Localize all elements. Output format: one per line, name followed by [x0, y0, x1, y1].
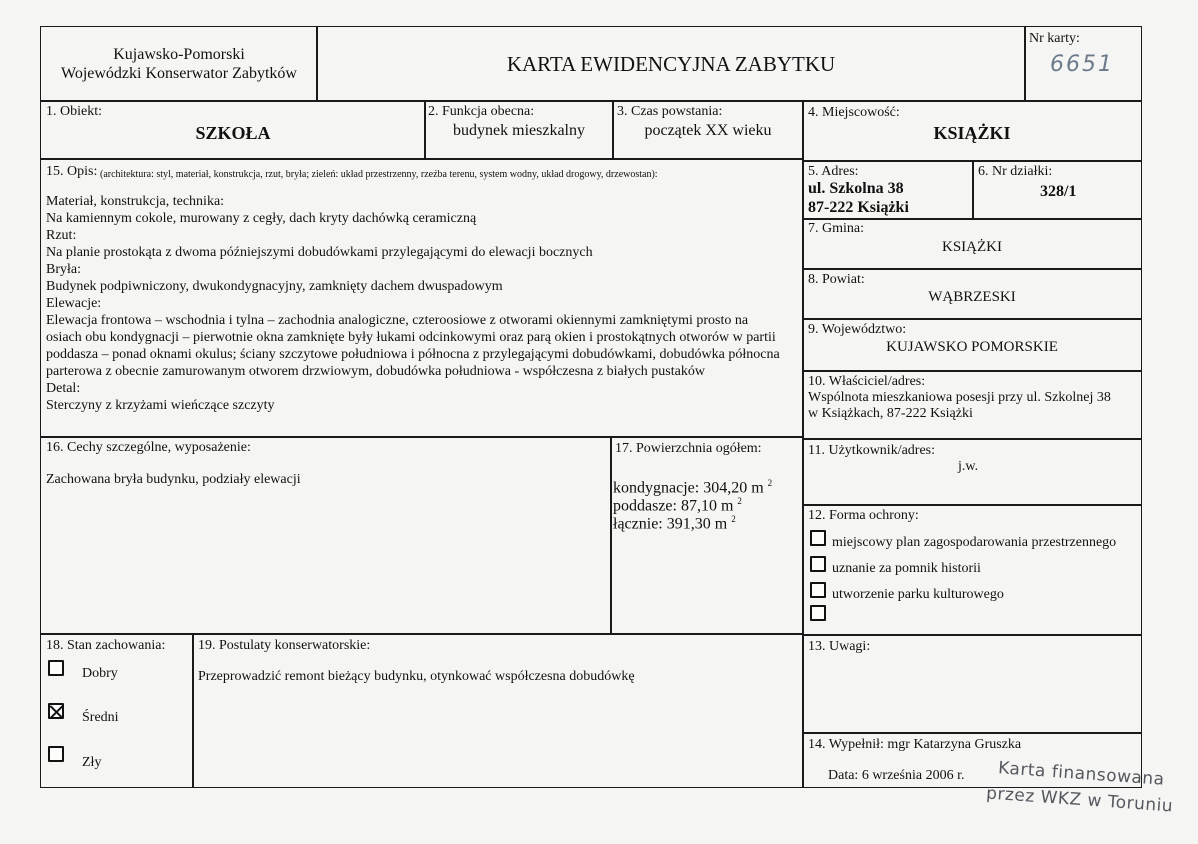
- miejscowosc-label: 4. Miejscowość:: [808, 105, 900, 120]
- postulaty-box: [192, 634, 804, 788]
- authority-line1: Kujawsko-Pomorski: [113, 46, 245, 63]
- opis-line: Rzut:: [46, 228, 77, 243]
- opis-line: parterowa z obecnie zamurowanym otworem drzwiowym, dobudówka południowa - współczesna z białych pustaków: [46, 364, 705, 379]
- funkcja-label: 2. Funkcja obecna:: [428, 104, 535, 119]
- opis-line: poddasza – ponad oknami okulus; ściany szczytowe południowa i północna z przylegającymi dobudówkami, dobudówka północna: [46, 347, 780, 362]
- page-title: KARTA EWIDENCYJNA ZABYTKU: [506, 52, 836, 76]
- ochrona-option-pomnik: uznanie za pomnik historii: [832, 561, 981, 576]
- stan-checkbox-zly[interactable]: [48, 746, 64, 762]
- card-number-label: Nr karty:: [1029, 31, 1080, 46]
- stan-option-sredni: Średni: [82, 710, 119, 725]
- adres-label: 5. Adres:: [808, 164, 859, 179]
- uzytkownik-value: j.w.: [958, 459, 979, 474]
- postulaty-value: Przeprowadzić remont bieżący budynku, otynkować współczesna dobudówkę: [198, 669, 635, 684]
- ochrona-checkbox-other[interactable]: [810, 605, 826, 621]
- gmina-value: KSIĄŻKI: [942, 239, 1002, 255]
- wlasciciel-label: 10. Właściciel/adres:: [808, 374, 926, 389]
- obiekt-value: SZKOŁA: [195, 123, 271, 143]
- opis-line: Elewacje:: [46, 296, 102, 311]
- adres-line1: ul. Szkolna 38: [808, 180, 904, 197]
- authority-line2: Wojewódzki Konserwator Zabytków: [61, 65, 297, 82]
- powiat-value: WĄBRZESKI: [928, 289, 1016, 305]
- funkcja-value: budynek mieszkalny: [453, 122, 585, 139]
- powierzchnia-box: [610, 436, 804, 634]
- wypelnil-label: 14. Wypełnił: mgr Katarzyna Gruszka: [808, 737, 1022, 752]
- ochrona-checkbox-pomnik[interactable]: [810, 556, 826, 572]
- powiat-label: 8. Powiat:: [808, 272, 865, 287]
- gmina-label: 7. Gmina:: [808, 221, 864, 236]
- opis-line: Na planie prostokąta z dwoma późniejszymi dobudówkami przylegającymi do elewacji bocznych: [46, 245, 593, 260]
- powierzchnia-line3: łącznie: 391,30 m $^2$: [613, 514, 736, 533]
- opis-label: 15. Opis:: [46, 164, 98, 179]
- czas-label: 3. Czas powstania:: [617, 104, 723, 119]
- funding-stamp-line1: Karta finansowana: [997, 758, 1166, 790]
- stan-label: 18. Stan zachowania:: [46, 638, 166, 653]
- cechy-box: [40, 436, 612, 634]
- authority-box: [40, 26, 318, 102]
- adres-line2: 87-222 Książki: [808, 199, 909, 216]
- cechy-value: Zachowana bryła budynku, podziały elewacji: [46, 472, 301, 487]
- funding-stamp-line2: przez WKZ w Toruniu: [985, 783, 1174, 817]
- opis-line: Budynek podpiwniczony, dwukondygnacyjny, zamknięty dachem dwuspadowym: [46, 279, 503, 294]
- opis-line: Na kamiennym cokole, murowany z cegły, dach kryty dachówką ceramiczną: [46, 211, 477, 226]
- powierzchnia-line2: poddasze: 87,10 m $^2$: [613, 496, 742, 515]
- dzialka-value: 328/1: [1040, 183, 1077, 200]
- ochrona-label: 12. Forma ochrony:: [808, 508, 919, 523]
- stan-option-zly: Zły: [82, 755, 102, 770]
- ochrona-option-park: utworzenie parku kulturowego: [832, 587, 1004, 602]
- wlasciciel-line2: w Książkach, 87-222 Książki: [808, 406, 973, 421]
- opis-hint: (architektura: styl, materiał, konstrukcja, rzut, bryła; zieleń: układ przestrzenny, rzeźba terenu, system wodny, układ drogowy, drzewostan):: [100, 169, 658, 180]
- wypelnil-date: Data: 6 września 2006 r.: [828, 768, 965, 783]
- opis-line: Elewacja frontowa – wschodnia i tylna – zachodnia analogiczne, czteroosiowe z otworami okiennymi zamkniętymi prosto na: [46, 313, 749, 328]
- stan-checkbox-dobry[interactable]: [48, 660, 64, 676]
- miejscowosc-value: KSIĄŻKI: [933, 123, 1011, 143]
- wojewodztwo-value: KUJAWSKO POMORSKIE: [886, 339, 1058, 355]
- powierzchnia-line1: kondygnacje: 304,20 m $^2$: [613, 478, 773, 497]
- ochrona-option-plan: miejscowy plan zagospodarowania przestrzennego: [832, 535, 1117, 550]
- stan-checkbox-sredni[interactable]: [48, 703, 64, 719]
- obiekt-label: 1. Obiekt:: [46, 104, 102, 119]
- opis-line: Detal:: [46, 381, 81, 396]
- wlasciciel-line1: Wspólnota mieszkaniowa posesji przy ul. Szkolnej 38: [808, 390, 1111, 405]
- uzytkownik-label: 11. Użytkownik/adres:: [808, 443, 936, 458]
- ochrona-checkbox-plan[interactable]: [810, 530, 826, 546]
- opis-line: Sterczyny z krzyżami wieńczące szczyty: [46, 398, 275, 413]
- wojewodztwo-label: 9. Województwo:: [808, 322, 907, 337]
- card-number-value: 6651: [1050, 52, 1114, 77]
- opis-line: osiach obu kondygnacji – pierwotnie okna zamknięte były łukami odcinkowymi oraz parą okien i prostokątnych otworów w partii: [46, 330, 776, 345]
- dzialka-label: 6. Nr działki:: [978, 164, 1053, 179]
- uwagi-label: 13. Uwagi:: [808, 639, 871, 654]
- cechy-label: 16. Cechy szczególne, wyposażenie:: [46, 440, 251, 455]
- opis-line: Materiał, konstrukcja, technika:: [46, 194, 225, 209]
- czas-value: początek XX wieku: [644, 122, 772, 139]
- opis-line: Bryła:: [46, 262, 81, 277]
- postulaty-label: 19. Postulaty konserwatorskie:: [198, 638, 371, 653]
- ochrona-checkbox-park[interactable]: [810, 582, 826, 598]
- stan-option-dobry: Dobry: [82, 666, 118, 681]
- powierzchnia-label: 17. Powierzchnia ogółem:: [615, 441, 762, 456]
